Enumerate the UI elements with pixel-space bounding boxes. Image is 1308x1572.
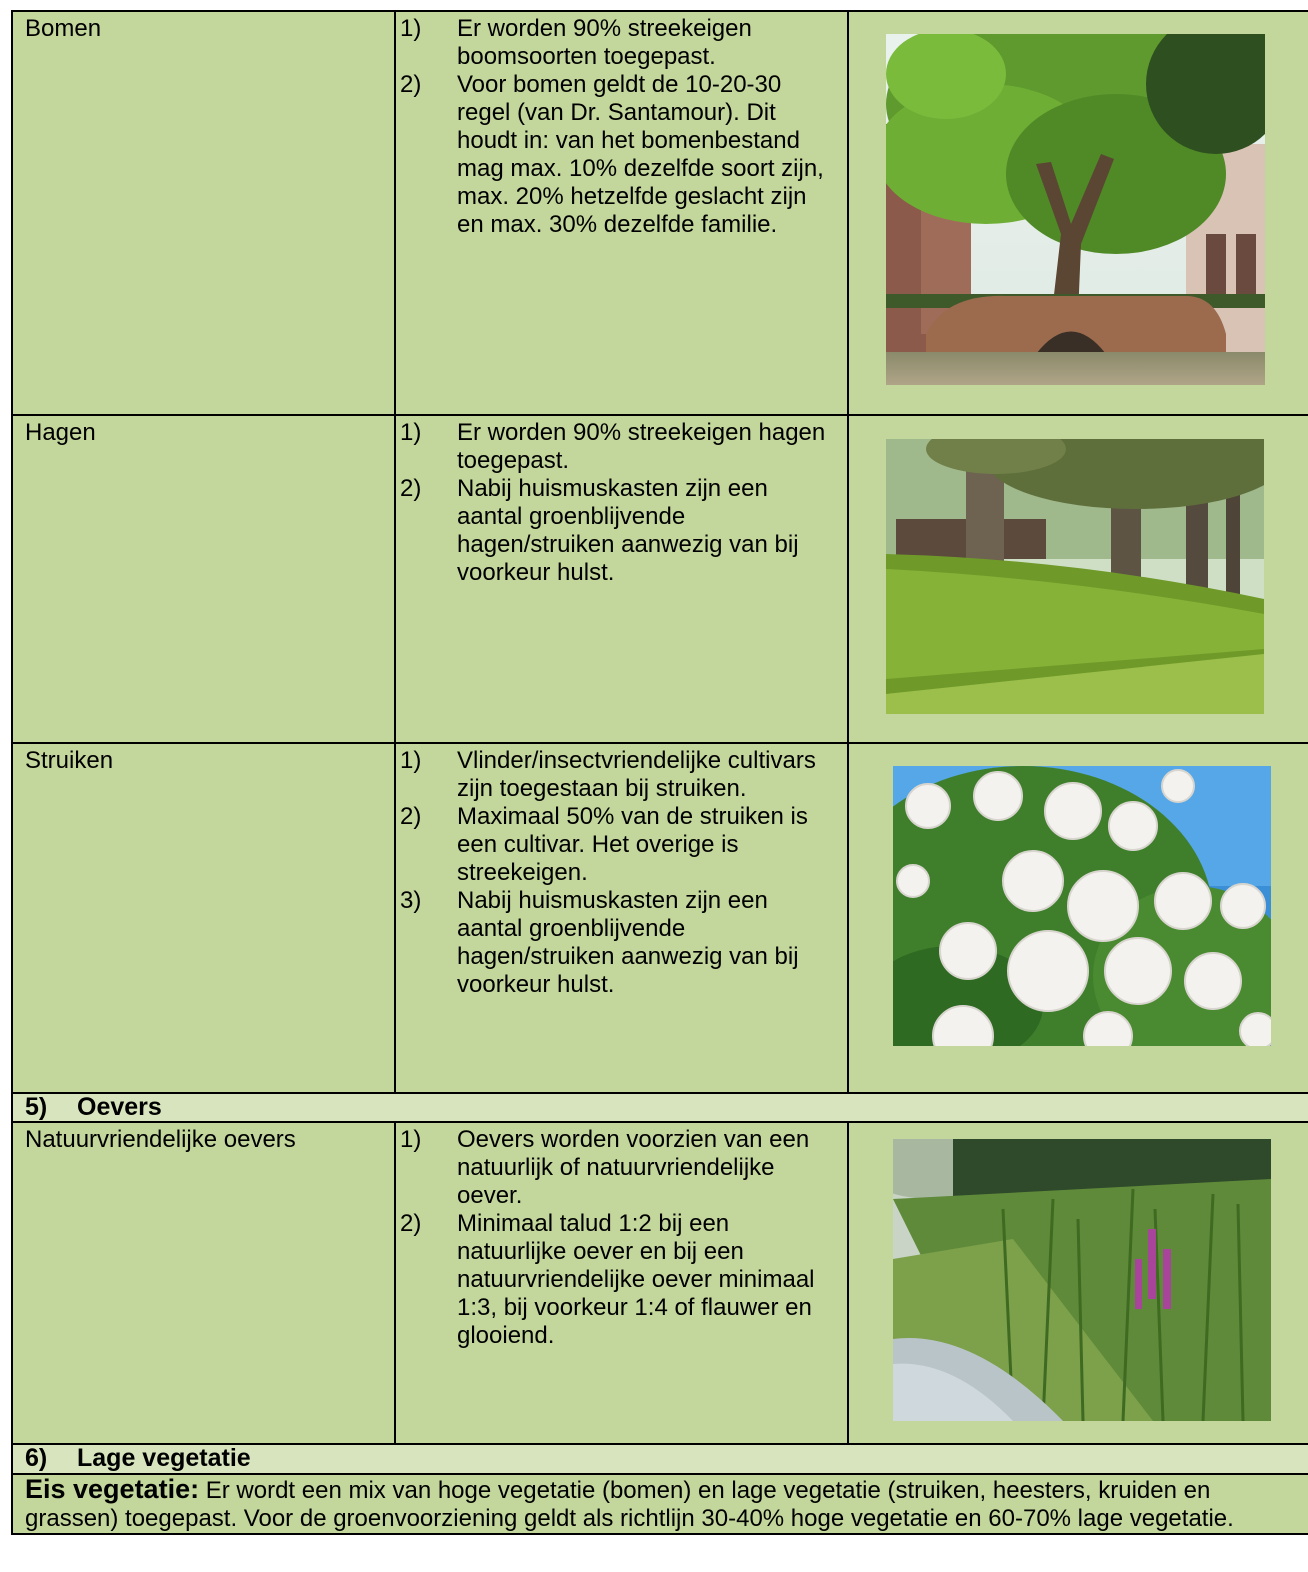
section-header-row	[12, 1444, 1308, 1474]
requirements-cell	[395, 1122, 848, 1444]
image-cell	[848, 743, 1308, 1093]
section-header-row	[12, 1093, 1308, 1122]
section-title: Oevers	[77, 1093, 162, 1121]
list-item: 1) Oevers worden voorzien van een natuurlijk of natuurvriendelijke oever.	[400, 1126, 810, 1209]
category-name: Struiken	[12, 743, 395, 1093]
requirements-list	[396, 12, 847, 239]
reed-riverbank-photo	[893, 1139, 1271, 1421]
section-header: 6) Lage vegetatie	[12, 1444, 1308, 1474]
category-name: Natuurvriendelijke oevers	[12, 1122, 395, 1444]
table-row	[12, 1122, 1308, 1444]
list-item: 1) Er worden 90% streekeigen hagen toegepast.	[400, 419, 826, 474]
requirements-cell	[395, 415, 848, 743]
requirement-label: Eis vegetatie:	[25, 1474, 200, 1504]
table-row	[12, 1474, 1308, 1534]
hedge-photo	[886, 439, 1264, 714]
image-cell	[848, 415, 1308, 743]
table-row	[12, 415, 1308, 743]
category-name: Hagen	[12, 415, 395, 743]
table-row	[12, 743, 1308, 1093]
tree-canal-bridge-photo	[886, 34, 1265, 385]
section-header: 5) Oevers	[12, 1093, 1308, 1122]
image-cell	[848, 11, 1308, 415]
list-item: 2) Nabij huismuskasten zijn een aantal groenblijvende hagen/struiken aanwezig van bij voorkeur hulst.	[400, 475, 799, 586]
requirements-list	[396, 744, 847, 999]
list-item: 3) Nabij huismuskasten zijn een aantal groenblijvende hagen/struiken aanwezig van bij voorkeur hulst.	[400, 887, 799, 998]
table-row	[12, 11, 1308, 415]
requirements-cell	[395, 11, 848, 415]
white-flowering-shrub-photo	[893, 766, 1271, 1046]
category-name: Bomen	[12, 11, 395, 415]
requirements-list	[396, 1123, 847, 1350]
section-title: Lage vegetatie	[77, 1444, 251, 1472]
requirements-cell	[395, 743, 848, 1093]
image-cell	[848, 1122, 1308, 1444]
list-item: 2) Minimaal talud 1:2 bij een natuurlijke oever en bij een natuurvriendelijke oever minimaal 1:3, bij voorkeur 1:4 of flauwer en glooiend.	[400, 1210, 815, 1349]
list-item: 1) Er worden 90% streekeigen boomsoorten toegepast.	[400, 15, 752, 70]
requirements-table	[11, 10, 1308, 1535]
list-item: 1) Vlinder/insectvriendelijke cultivars zijn toegestaan bij struiken.	[400, 747, 816, 802]
list-item: 2) Voor bomen geldt de 10-20-30 regel (van Dr. Santamour). Dit houdt in: van het bomenbestand mag max. 10% dezelfde soort zijn, max. 20% hetzelfde geslacht zijn en max. 30% dezelfde familie.	[400, 71, 824, 238]
requirement-paragraph	[12, 1474, 1308, 1534]
list-item: 2) Maximaal 50% van de struiken is een cultivar. Het overige is streekeigen.	[400, 803, 808, 886]
requirement-text: Er wordt een mix van hoge vegetatie (bomen) en lage vegetatie (struiken, heesters, kruiden en grassen) toegepast. Voor de groenvoorziening geldt als richtlijn 30-40% hoge vegetatie en 60-70% lage vegetatie.	[25, 1477, 1234, 1532]
requirements-list	[396, 416, 847, 587]
